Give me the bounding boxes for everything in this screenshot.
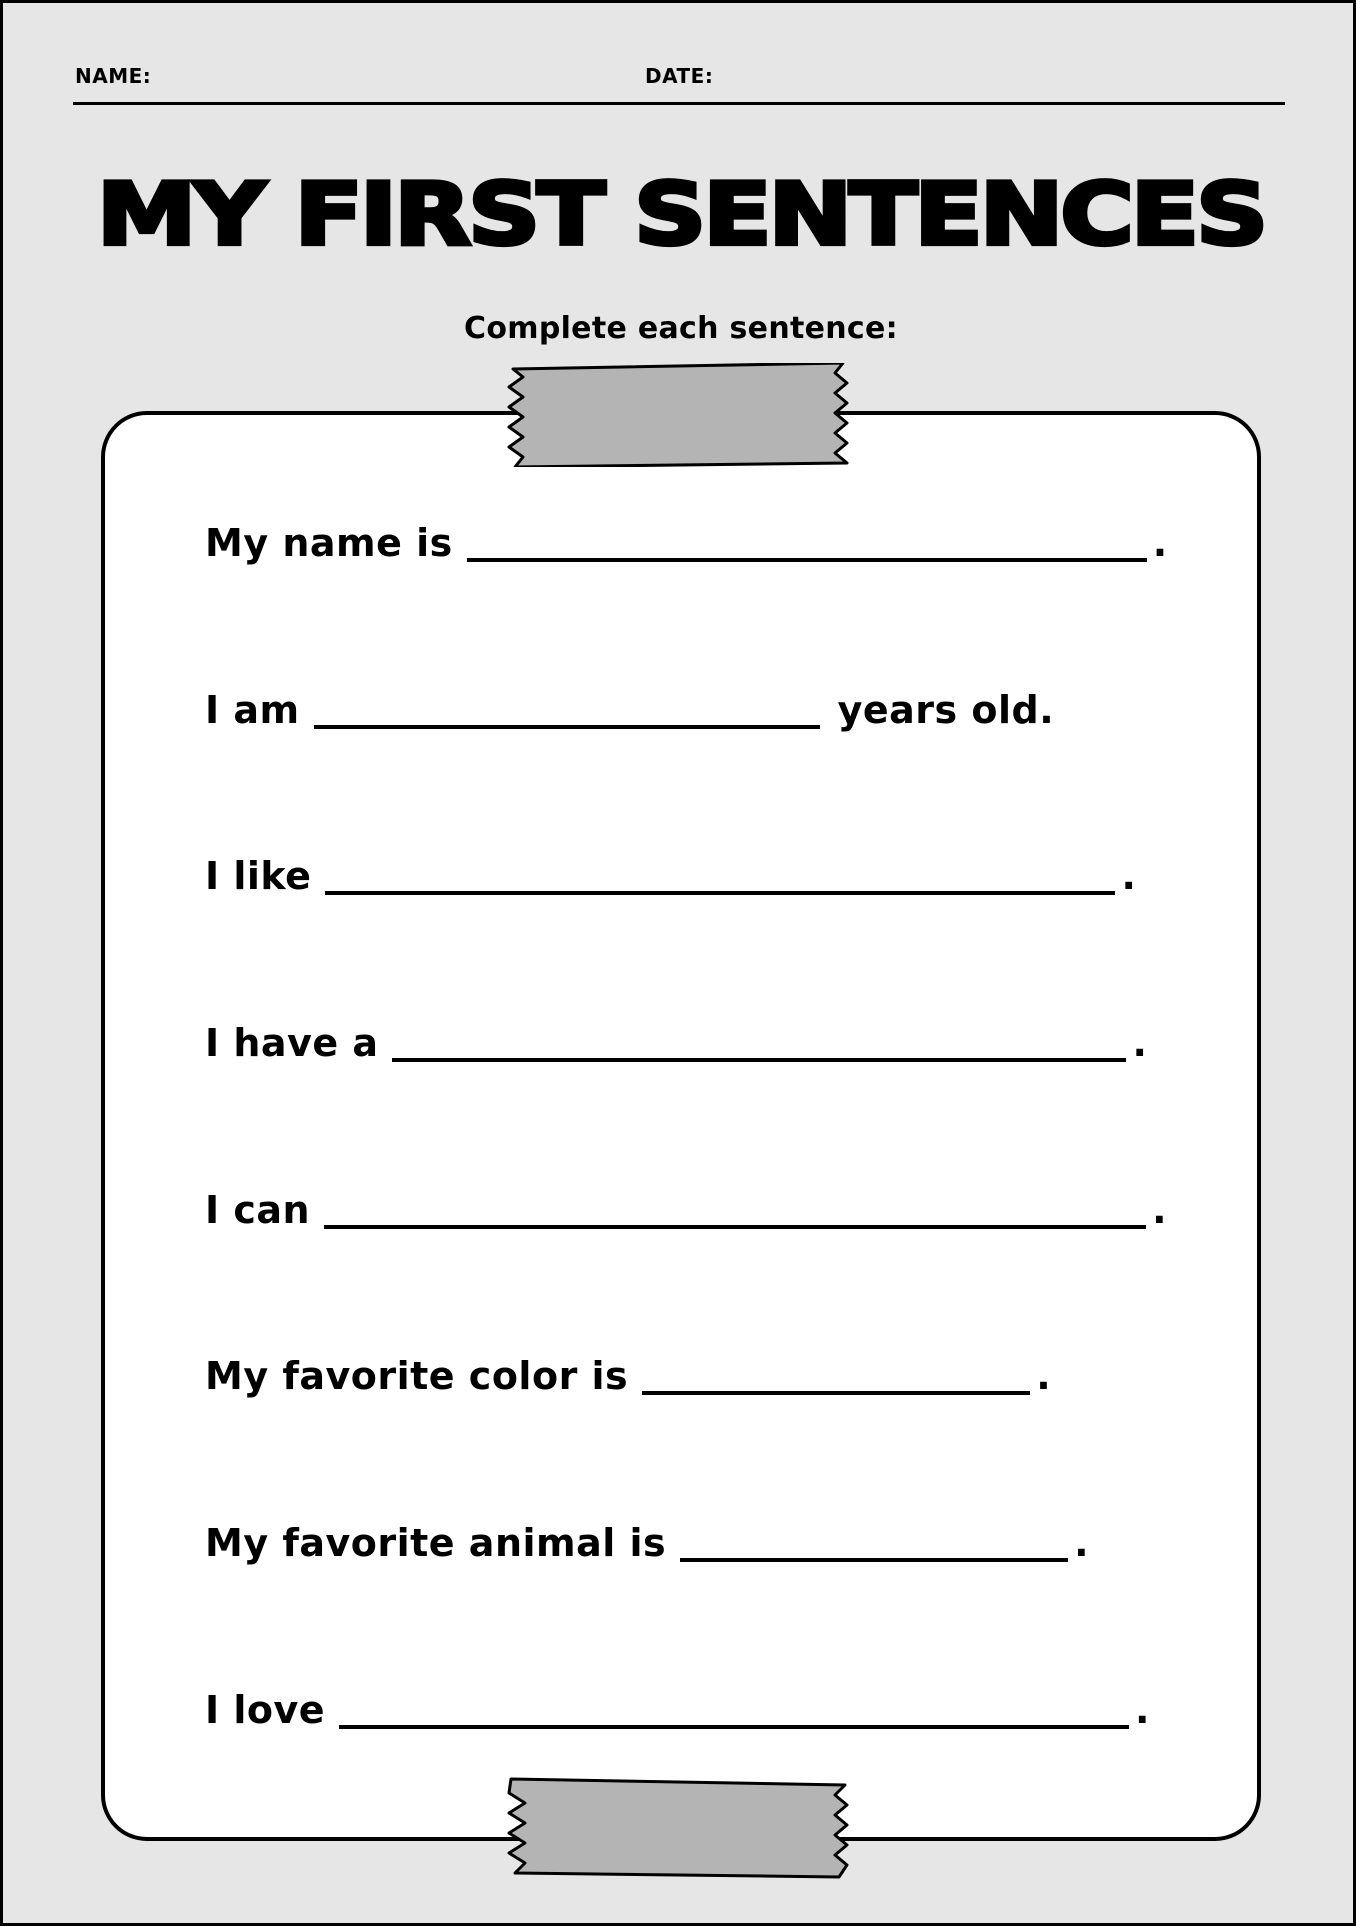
answer-blank[interactable] <box>467 522 1147 562</box>
tape-top-decoration <box>503 363 851 467</box>
sentence-suffix: . <box>1132 1021 1148 1065</box>
sentence-prefix: I am <box>205 688 300 732</box>
sentence-suffix: . <box>1135 1688 1150 1732</box>
sentence-prefix: My name is <box>205 521 453 565</box>
sentence-prefix: I love <box>205 1688 326 1732</box>
sentence-row-can <box>205 1185 1167 1235</box>
sentence-prefix: My favorite color is <box>205 1354 629 1398</box>
sentence-row-love <box>205 1685 1150 1735</box>
sentence-row-like <box>205 851 1136 901</box>
sentence-prefix: I have a <box>205 1021 379 1065</box>
answer-blank[interactable] <box>392 1022 1126 1062</box>
sentence-suffix: years old. <box>837 688 1055 732</box>
sentence-prefix: My favorite animal is <box>205 1521 667 1565</box>
answer-blank[interactable] <box>642 1355 1030 1395</box>
date-label: DATE: <box>645 64 714 88</box>
sentence-suffix: . <box>1036 1354 1052 1398</box>
sentence-row-age <box>205 685 1054 735</box>
sentence-row-have <box>205 1018 1147 1068</box>
tape-bottom-decoration <box>503 1777 851 1881</box>
answer-blank[interactable] <box>680 1522 1068 1562</box>
sentence-prefix: I like <box>205 854 312 898</box>
header-row <box>73 60 1285 105</box>
instructions: Complete each sentence: <box>464 311 898 346</box>
sentence-row-animal <box>205 1518 1089 1568</box>
sentence-row-color <box>205 1351 1051 1401</box>
sentence-suffix: . <box>1074 1521 1090 1565</box>
sentence-row-name <box>205 518 1168 568</box>
page-title: MY FIRST SENTENCES <box>96 163 1266 265</box>
name-label: NAME: <box>75 64 152 88</box>
answer-blank[interactable] <box>314 689 820 729</box>
sentence-card <box>101 411 1261 1841</box>
sentence-suffix: . <box>1152 1188 1168 1232</box>
sentence-suffix: . <box>1152 521 1168 565</box>
sentence-prefix: I can <box>205 1188 311 1232</box>
answer-blank[interactable] <box>325 855 1115 895</box>
answer-blank[interactable] <box>324 1189 1146 1229</box>
answer-blank[interactable] <box>339 1689 1129 1729</box>
sentence-suffix: . <box>1121 854 1137 898</box>
